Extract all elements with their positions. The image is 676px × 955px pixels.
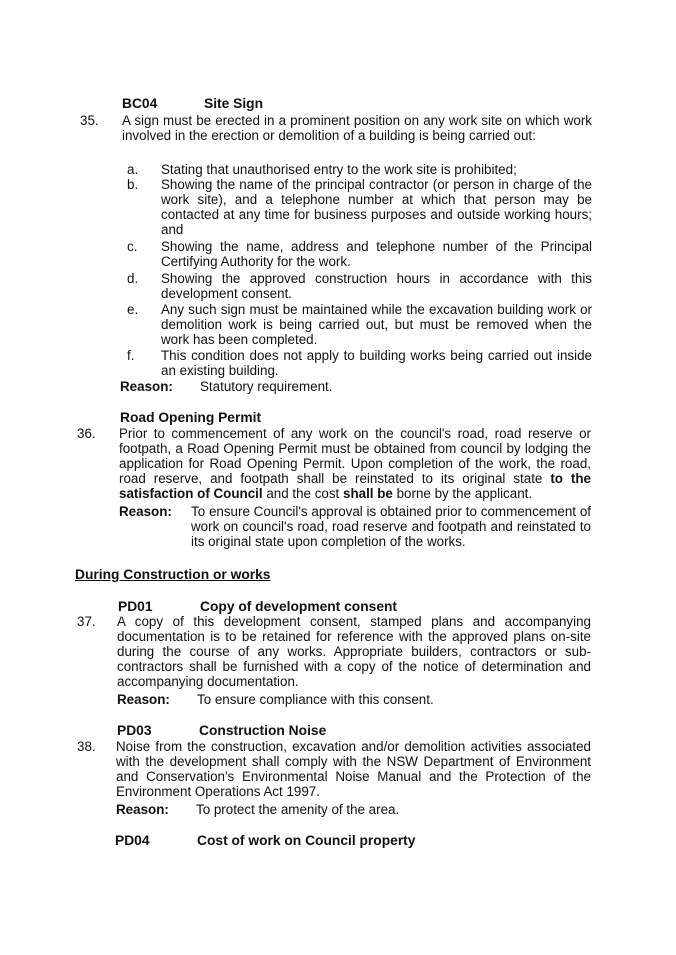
item-letter: c. [127, 239, 138, 254]
pd04-heading [115, 833, 415, 848]
item-text: Any such sign must be maintained while the excavation building work or demolition work is being carried out, but must be removed when the work has been completed. [161, 302, 592, 347]
pd03-text: Noise from the construction, excavation and/or demolition activities associated with the development shall comply with the NSW Department of Environment and Conservation's Environmental Noise Manual and the Protection of the Environment Operations Act 1997. [116, 739, 591, 799]
pd03-reason [116, 802, 399, 817]
item-text: This condition does not apply to building works being carried out inside an existing building. [161, 348, 592, 378]
item-letter: a. [127, 162, 139, 177]
road-opening-text [119, 426, 591, 501]
road-opening-bold2: shall be [343, 486, 393, 501]
section-heading: During Construction or works [75, 567, 271, 582]
condition-number-38: 38. [77, 739, 96, 754]
road-opening-text-part2: and the cost [262, 486, 343, 501]
road-opening-heading: Road Opening Permit [120, 410, 262, 425]
pd01-code: PD01 [118, 599, 153, 614]
item-letter: f. [127, 348, 135, 363]
item-text: Showing the approved construction hours in accordance with this development consent. [161, 271, 592, 301]
bc04-reason [120, 379, 332, 394]
bc04-heading [122, 96, 263, 111]
item-text: Showing the name, address and telephone number of the Principal Certifying Authority for the work. [161, 239, 592, 269]
pd04-code: PD04 [115, 833, 150, 848]
road-opening-bold1: to the satisfaction of Council [119, 471, 591, 501]
pd03-heading [117, 723, 326, 738]
item-letter: d. [127, 271, 139, 286]
condition-number-35: 35. [80, 113, 99, 128]
pd03-title: Construction Noise [199, 723, 327, 738]
road-opening-text-part1: Prior to commencement of any work on the council's road, road reserve or footpath, a Road Opening Permit must be obtained from council by lodging the application for Road Opening Permit. Upon completion of the work, the road, road reserve, and footpath shall be reinstated to its original state [119, 426, 591, 486]
condition-number-36: 36. [77, 426, 96, 441]
pd01-reason [117, 692, 434, 707]
reason-text: To protect the amenity of the area. [196, 802, 400, 817]
bc04-code: BC04 [122, 96, 158, 111]
condition-number-37: 37. [77, 614, 96, 629]
pd03-code: PD03 [117, 723, 152, 738]
item-text: Stating that unauthorised entry to the work site is prohibited; [161, 162, 517, 177]
pd01-title: Copy of development consent [200, 599, 398, 614]
road-opening-text-part3: borne by the applicant. [392, 486, 533, 501]
item-letter: e. [127, 302, 139, 317]
pd01-text: A copy of this development consent, stamped plans and accompanying documentation is to be retained for reference with the approved plans on-site during the course of any works. Appropriate builders, contractors or sub-contractors shall be furnished with a copy of the notice of determination and accompanying documentation. [117, 614, 591, 689]
pd04-title: Cost of work on Council property [197, 833, 416, 848]
reason-text: To ensure compliance with this consent. [197, 692, 434, 707]
reason-text: To ensure Council's approval is obtained prior to commencement of work on council's road, road reserve and footpath and reinstated to its original state upon completion of the works. [191, 504, 591, 549]
item-text: Showing the name of the principal contractor (or person in charge of the work site), and a telephone number at which that person may be contacted at any time for business purposes and outside working hours; and [161, 177, 592, 237]
item-letter: b. [127, 177, 139, 192]
reason-label: Reason: [119, 504, 172, 519]
reason-label: Reason: [117, 692, 170, 707]
bc04-title: Site Sign [204, 96, 264, 111]
reason-label: Reason: [116, 802, 169, 817]
bc04-intro: A sign must be erected in a prominent position on any work site on which work involved in the erection or demolition of a building is being carried out: [122, 113, 592, 143]
reason-label: Reason: [120, 379, 173, 394]
pd01-heading [118, 599, 397, 614]
reason-text: Statutory requirement. [200, 379, 333, 394]
